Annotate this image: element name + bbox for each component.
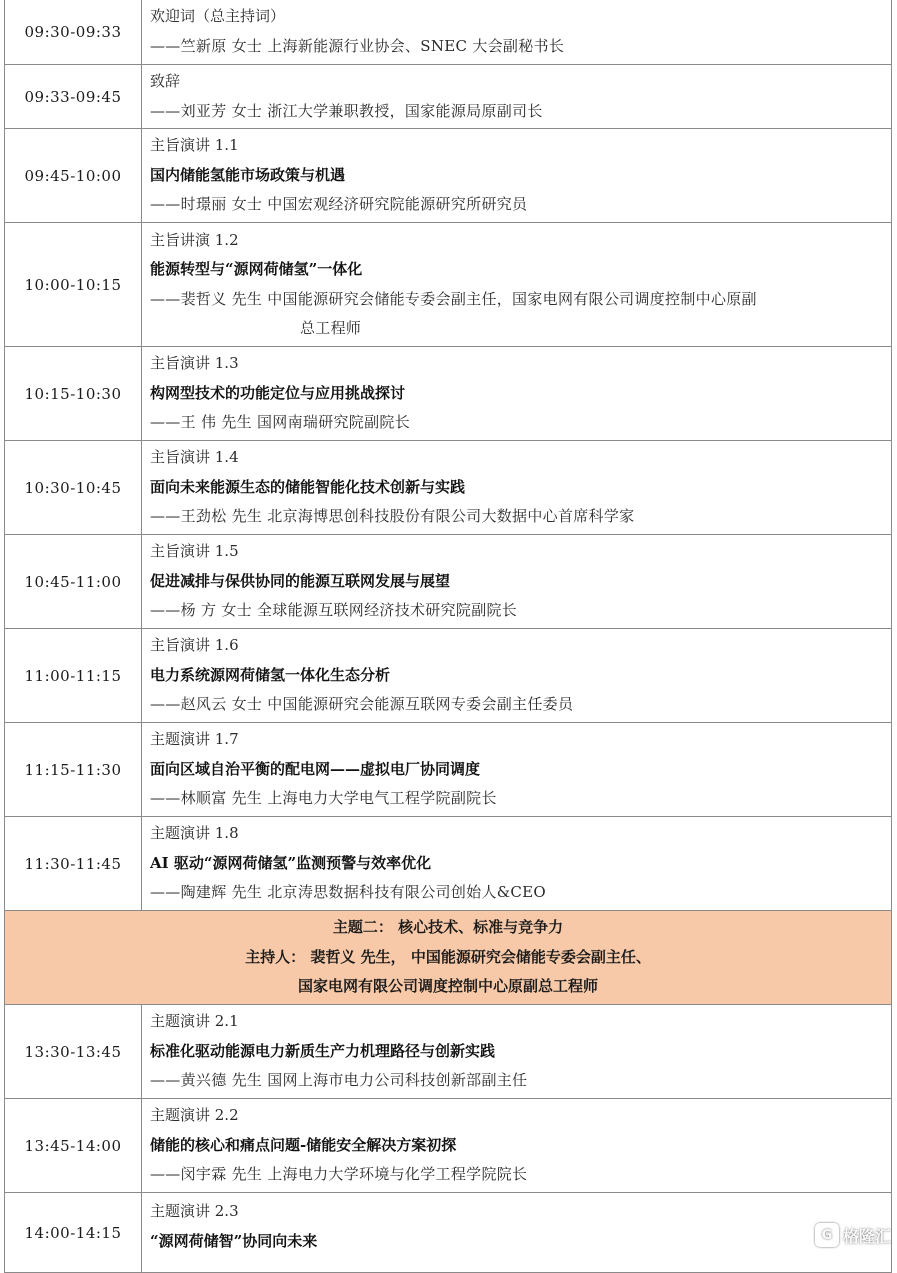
session-row	[5, 817, 892, 911]
session-row	[5, 1099, 892, 1193]
session-row	[5, 723, 892, 817]
theme-host: 主持人： 裴哲义 先生， 中国能源研究会储能专委会副主任、	[245, 947, 651, 966]
session-content	[142, 347, 892, 441]
session-row	[5, 129, 892, 223]
session-speaker: ——时璟丽 女士 中国宏观经济研究院能源研究所研究员	[150, 195, 528, 214]
session-topic: 标准化驱动能源电力新质生产力机理路径与创新实践	[150, 1041, 496, 1060]
session-content	[142, 723, 892, 817]
session-kind: 主旨演讲 1.6	[150, 636, 239, 655]
session-topic: 面向未来能源生态的储能智能化技术创新与实践	[150, 477, 466, 496]
session-row	[5, 1193, 892, 1273]
session-topic: 国内储能氢能市场政策与机遇	[150, 165, 346, 184]
session-content	[142, 1193, 892, 1273]
session-content	[142, 1005, 892, 1099]
session-speaker: ——王 伟 先生 国网南瑞研究院副院长	[150, 413, 411, 432]
session-kind: 主题演讲 2.3	[150, 1202, 239, 1220]
session-speaker: ——裴哲义 先生 中国能源研究会储能专委会副主任，国家电网有限公司调度控制中心原副	[150, 289, 757, 308]
theme-title: 主题二： 核心技术、标准与竞争力	[332, 918, 564, 937]
session-time: 10:00-10:15	[5, 223, 142, 347]
theme-banner-row	[5, 911, 892, 1005]
session-content	[142, 1099, 892, 1193]
session-row	[5, 347, 892, 441]
session-time: 11:15-11:30	[5, 723, 142, 817]
watermark-text: 格隆汇	[842, 1226, 891, 1246]
session-time: 14:00-14:15	[5, 1193, 142, 1273]
session-topic: 储能的核心和痛点问题-储能安全解决方案初探	[150, 1135, 457, 1154]
session-kind: 主题演讲 1.8	[150, 824, 239, 843]
session-row	[5, 65, 892, 129]
session-kind: 主题演讲 2.2	[150, 1106, 239, 1125]
session-speaker: ——杨 方 女士 全球能源互联网经济技术研究院副院长	[150, 601, 518, 620]
session-topic: 致辞	[150, 72, 181, 90]
session-content	[142, 535, 892, 629]
session-content	[142, 629, 892, 723]
session-speaker: ——刘亚芳 女士 浙江大学兼职教授，国家能源局原副司长	[150, 101, 543, 120]
session-row	[5, 223, 892, 347]
session-topic: 促进减排与保供协同的能源互联网发展与展望	[150, 571, 451, 590]
session-content	[142, 223, 892, 347]
session-speaker: ——竺新原 女士 上海新能源行业协会、SNEC 大会副秘书长	[150, 36, 565, 55]
session-speaker: ——王劲松 先生 北京海博思创科技股份有限公司大数据中心首席科学家	[150, 507, 635, 526]
session-speaker: ——闵宇霖 先生 上海电力大学环境与化学工程学院院长	[150, 1165, 528, 1184]
session-kind: 主题演讲 1.7	[150, 730, 239, 749]
session-content	[142, 65, 892, 129]
session-content	[142, 441, 892, 535]
session-row	[5, 1005, 892, 1099]
session-topic: 构网型技术的功能定位与应用挑战探讨	[150, 383, 406, 402]
session-kind: 主旨演讲 1.4	[150, 448, 239, 467]
session-time: 11:00-11:15	[5, 629, 142, 723]
session-speaker-continued: 总工程师	[300, 319, 362, 337]
session-row	[5, 535, 892, 629]
session-kind: 主题演讲 2.1	[150, 1012, 239, 1031]
session-topic: AI 驱动“源网荷储氢”监测预警与效率优化	[150, 853, 432, 872]
session-content	[142, 129, 892, 223]
session-topic: 欢迎词（总主持词）	[150, 7, 286, 25]
agenda-table	[4, 0, 892, 1273]
session-speaker: ——赵风云 女士 中国能源研究会能源互联网专委会副主任委员	[150, 695, 574, 714]
session-time: 13:45-14:00	[5, 1099, 142, 1193]
session-time: 10:45-11:00	[5, 535, 142, 629]
session-kind: 主旨讲演 1.2	[150, 230, 239, 249]
watermark-mark-icon: G	[815, 1223, 839, 1247]
session-content	[142, 817, 892, 911]
session-time: 11:30-11:45	[5, 817, 142, 911]
session-time: 13:30-13:45	[5, 1005, 142, 1099]
session-time: 09:33-09:45	[5, 65, 142, 129]
session-content	[142, 0, 892, 65]
session-topic: 能源转型与“源网荷储氢”一体化	[150, 260, 363, 278]
session-time: 10:30-10:45	[5, 441, 142, 535]
session-row	[5, 0, 892, 65]
session-topic: 电力系统源网荷储氢一体化生态分析	[150, 665, 391, 684]
session-time: 09:30-09:33	[5, 0, 142, 65]
session-speaker: ——陶建辉 先生 北京涛思数据科技有限公司创始人&CEO	[150, 883, 547, 902]
session-kind: 主旨演讲 1.5	[150, 542, 239, 561]
session-speaker: ——林顺富 先生 上海电力大学电气工程学院副院长	[150, 789, 497, 808]
watermark-logo	[815, 1223, 891, 1247]
session-time: 10:15-10:30	[5, 347, 142, 441]
session-topic: 面向区域自治平衡的配电网——虚拟电厂协同调度	[150, 759, 481, 778]
session-kind: 主旨演讲 1.3	[150, 354, 239, 373]
session-topic: “源网荷储智”协同向未来	[150, 1231, 318, 1250]
session-kind: 主旨演讲 1.1	[150, 136, 239, 155]
theme-host-continued: 国家电网有限公司调度控制中心原副总工程师	[297, 977, 598, 996]
session-time: 09:45-10:00	[5, 129, 142, 223]
session-row	[5, 441, 892, 535]
session-speaker: ——黄兴德 先生 国网上海市电力公司科技创新部副主任	[150, 1071, 528, 1090]
session-row	[5, 629, 892, 723]
theme-banner	[5, 911, 892, 1005]
